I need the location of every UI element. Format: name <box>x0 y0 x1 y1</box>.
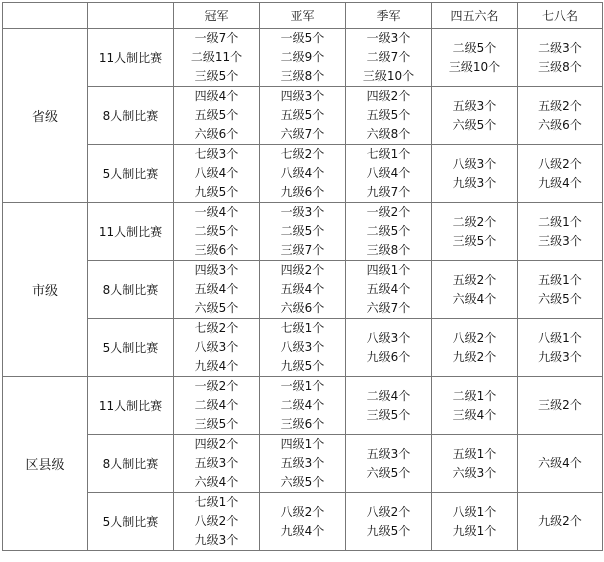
award-line: 四级2个 <box>194 437 239 451</box>
award-line: 八级4个 <box>366 166 411 180</box>
header-seventh-eighth: 七八名 <box>518 3 603 29</box>
award-line: 一级7个 <box>194 31 239 45</box>
award-line: 三级6个 <box>280 417 325 431</box>
award-line: 二级5个 <box>280 224 325 238</box>
award-line: 二级9个 <box>280 50 325 64</box>
award-line: 六级8个 <box>366 127 411 141</box>
award-cell-champion <box>174 377 260 435</box>
award-line: 二级4个 <box>280 398 325 412</box>
award-line: 六级5个 <box>452 117 497 132</box>
award-line: 五级1个 <box>452 446 497 461</box>
award-line: 九级6个 <box>280 185 325 199</box>
award-cell-runner-up <box>260 377 346 435</box>
award-line: 八级3个 <box>452 156 497 171</box>
award-line: 五级4个 <box>194 282 239 296</box>
award-line: 六级7个 <box>366 301 411 315</box>
award-line: 二级5个 <box>452 40 497 55</box>
match-format: 8人制比赛 <box>88 261 174 319</box>
award-line: 八级1个 <box>538 330 582 345</box>
award-cell-seventh-eighth <box>518 29 603 87</box>
award-line: 二级1个 <box>538 214 582 229</box>
award-line: 八级2个 <box>538 156 582 171</box>
award-line: 六级4个 <box>452 291 497 306</box>
award-cell-seventh-eighth <box>518 261 603 319</box>
award-cell-seventh-eighth <box>518 493 603 551</box>
award-line: 三级5个 <box>452 233 497 248</box>
award-line: 五级4个 <box>366 282 411 296</box>
match-format: 8人制比赛 <box>88 435 174 493</box>
award-cell-champion <box>174 145 260 203</box>
award-line: 九级6个 <box>366 349 411 364</box>
award-line: 六级7个 <box>280 127 325 141</box>
award-line: 四级4个 <box>194 89 239 103</box>
match-format: 11人制比赛 <box>88 203 174 261</box>
header-third-place: 季军 <box>346 3 432 29</box>
award-line: 六级6个 <box>538 117 582 132</box>
award-line: 六级4个 <box>538 456 582 470</box>
header-level <box>3 3 88 29</box>
award-line: 六级3个 <box>452 465 497 480</box>
award-cell-seventh-eighth <box>518 435 603 493</box>
award-line: 二级2个 <box>452 214 497 229</box>
award-line: 一级1个 <box>280 379 325 393</box>
award-line: 八级2个 <box>366 504 411 519</box>
award-line: 三级5个 <box>194 417 239 431</box>
award-cell-fourth-to-sixth <box>432 493 518 551</box>
award-line: 五级3个 <box>366 446 411 461</box>
award-cell-fourth-to-sixth <box>432 377 518 435</box>
award-cell-third-place <box>346 377 432 435</box>
awards-table <box>2 2 603 551</box>
award-line: 八级2个 <box>452 330 497 345</box>
award-cell-seventh-eighth <box>518 319 603 377</box>
award-line: 二级3个 <box>538 40 582 55</box>
award-line: 三级4个 <box>452 407 497 422</box>
award-line: 四级3个 <box>194 263 239 277</box>
award-line: 二级5个 <box>366 224 411 238</box>
award-cell-third-place <box>346 261 432 319</box>
award-line: 四级1个 <box>366 263 411 277</box>
award-line: 九级5个 <box>194 185 239 199</box>
award-line: 五级3个 <box>280 456 325 470</box>
award-cell-champion <box>174 435 260 493</box>
award-line: 九级3个 <box>538 349 582 364</box>
award-line: 五级5个 <box>280 108 325 122</box>
award-line: 五级3个 <box>452 98 497 113</box>
award-cell-runner-up <box>260 261 346 319</box>
award-cell-runner-up <box>260 319 346 377</box>
award-cell-champion <box>174 319 260 377</box>
award-cell-third-place <box>346 319 432 377</box>
award-line: 八级3个 <box>194 340 239 354</box>
table-row <box>3 435 603 493</box>
award-line: 九级4个 <box>538 175 582 190</box>
award-line: 九级4个 <box>280 523 325 538</box>
award-line: 五级5个 <box>366 108 411 122</box>
award-line: 六级5个 <box>194 301 239 315</box>
award-line: 九级2个 <box>452 349 497 364</box>
award-line: 五级4个 <box>280 282 325 296</box>
award-cell-runner-up <box>260 29 346 87</box>
award-line: 四级1个 <box>280 437 325 451</box>
award-line: 一级4个 <box>194 205 239 219</box>
award-line: 七级1个 <box>194 495 239 509</box>
award-line: 二级4个 <box>366 388 411 403</box>
award-cell-third-place <box>346 29 432 87</box>
award-line: 一级2个 <box>194 379 239 393</box>
award-cell-runner-up <box>260 87 346 145</box>
award-cell-seventh-eighth <box>518 377 603 435</box>
award-line: 七级1个 <box>366 147 411 161</box>
award-cell-champion <box>174 261 260 319</box>
award-line: 九级4个 <box>194 359 239 373</box>
award-line: 五级2个 <box>538 98 582 113</box>
award-cell-third-place <box>346 493 432 551</box>
award-line: 六级4个 <box>194 475 239 489</box>
award-line: 八级4个 <box>194 166 239 180</box>
award-cell-champion <box>174 203 260 261</box>
award-line: 三级3个 <box>538 233 582 248</box>
award-cell-runner-up <box>260 145 346 203</box>
table-row <box>3 377 603 435</box>
award-line: 三级7个 <box>280 243 325 257</box>
award-line: 八级1个 <box>452 504 497 519</box>
award-line: 三级5个 <box>194 69 239 83</box>
match-format: 11人制比赛 <box>88 29 174 87</box>
award-line: 三级8个 <box>538 59 582 74</box>
header-row <box>3 3 603 29</box>
competition-level: 省级 <box>3 29 88 203</box>
competition-level: 区县级 <box>3 377 88 551</box>
table-row <box>3 203 603 261</box>
award-cell-runner-up <box>260 493 346 551</box>
award-line: 三级8个 <box>280 69 325 83</box>
table-row <box>3 87 603 145</box>
award-cell-third-place <box>346 87 432 145</box>
table-row <box>3 145 603 203</box>
award-line: 三级10个 <box>448 59 501 74</box>
award-line: 九级2个 <box>538 514 582 528</box>
award-line: 八级2个 <box>280 504 325 519</box>
award-line: 一级3个 <box>366 31 411 45</box>
award-line: 三级2个 <box>538 398 582 412</box>
table-row <box>3 261 603 319</box>
award-line: 二级5个 <box>194 224 239 238</box>
award-cell-runner-up <box>260 435 346 493</box>
award-line: 七级2个 <box>194 321 239 335</box>
award-line: 八级2个 <box>194 514 239 528</box>
award-line: 九级3个 <box>194 533 239 547</box>
award-line: 四级3个 <box>280 89 325 103</box>
header-runner-up: 亚军 <box>260 3 346 29</box>
award-cell-third-place <box>346 435 432 493</box>
award-line: 六级5个 <box>538 291 582 306</box>
award-line: 七级2个 <box>280 147 325 161</box>
match-format: 11人制比赛 <box>88 377 174 435</box>
award-line: 三级5个 <box>366 407 411 422</box>
award-cell-third-place <box>346 145 432 203</box>
award-line: 五级5个 <box>194 108 239 122</box>
award-line: 一级5个 <box>280 31 325 45</box>
award-cell-fourth-to-sixth <box>432 87 518 145</box>
table-row <box>3 493 603 551</box>
competition-level: 市级 <box>3 203 88 377</box>
award-line: 八级4个 <box>280 166 325 180</box>
award-line: 九级3个 <box>452 175 497 190</box>
award-cell-champion <box>174 87 260 145</box>
award-line: 五级1个 <box>538 272 582 287</box>
award-line: 二级11个 <box>190 50 243 64</box>
award-cell-seventh-eighth <box>518 87 603 145</box>
award-line: 三级10个 <box>362 69 415 83</box>
award-line: 一级2个 <box>366 205 411 219</box>
award-line: 五级2个 <box>452 272 497 287</box>
award-cell-runner-up <box>260 203 346 261</box>
award-line: 九级7个 <box>366 185 411 199</box>
match-format: 8人制比赛 <box>88 87 174 145</box>
header-champion: 冠军 <box>174 3 260 29</box>
match-format: 5人制比赛 <box>88 493 174 551</box>
award-cell-third-place <box>346 203 432 261</box>
award-line: 六级6个 <box>194 127 239 141</box>
award-line: 四级2个 <box>280 263 325 277</box>
award-line: 六级5个 <box>366 465 411 480</box>
award-line: 三级8个 <box>366 243 411 257</box>
award-cell-fourth-to-sixth <box>432 261 518 319</box>
award-cell-fourth-to-sixth <box>432 203 518 261</box>
award-line: 三级6个 <box>194 243 239 257</box>
table-row <box>3 29 603 87</box>
award-cell-champion <box>174 493 260 551</box>
award-cell-champion <box>174 29 260 87</box>
award-line: 二级1个 <box>452 388 497 403</box>
award-line: 八级3个 <box>366 330 411 345</box>
table-body <box>3 29 603 551</box>
award-line: 二级7个 <box>366 50 411 64</box>
table-row <box>3 319 603 377</box>
award-line: 五级3个 <box>194 456 239 470</box>
award-line: 七级3个 <box>194 147 239 161</box>
award-cell-fourth-to-sixth <box>432 435 518 493</box>
match-format: 5人制比赛 <box>88 319 174 377</box>
award-cell-seventh-eighth <box>518 203 603 261</box>
award-cell-fourth-to-sixth <box>432 29 518 87</box>
award-line: 八级3个 <box>280 340 325 354</box>
award-cell-seventh-eighth <box>518 145 603 203</box>
award-line: 九级5个 <box>366 523 411 538</box>
award-line: 六级6个 <box>280 301 325 315</box>
award-cell-fourth-to-sixth <box>432 319 518 377</box>
match-format: 5人制比赛 <box>88 145 174 203</box>
award-line: 六级5个 <box>280 475 325 489</box>
award-line: 一级3个 <box>280 205 325 219</box>
award-line: 九级1个 <box>452 523 497 538</box>
award-line: 四级2个 <box>366 89 411 103</box>
award-line: 二级4个 <box>194 398 239 412</box>
header-format <box>88 3 174 29</box>
award-cell-fourth-to-sixth <box>432 145 518 203</box>
award-line: 九级5个 <box>280 359 325 373</box>
header-fourth-to-sixth: 四五六名 <box>432 3 518 29</box>
award-line: 七级1个 <box>280 321 325 335</box>
